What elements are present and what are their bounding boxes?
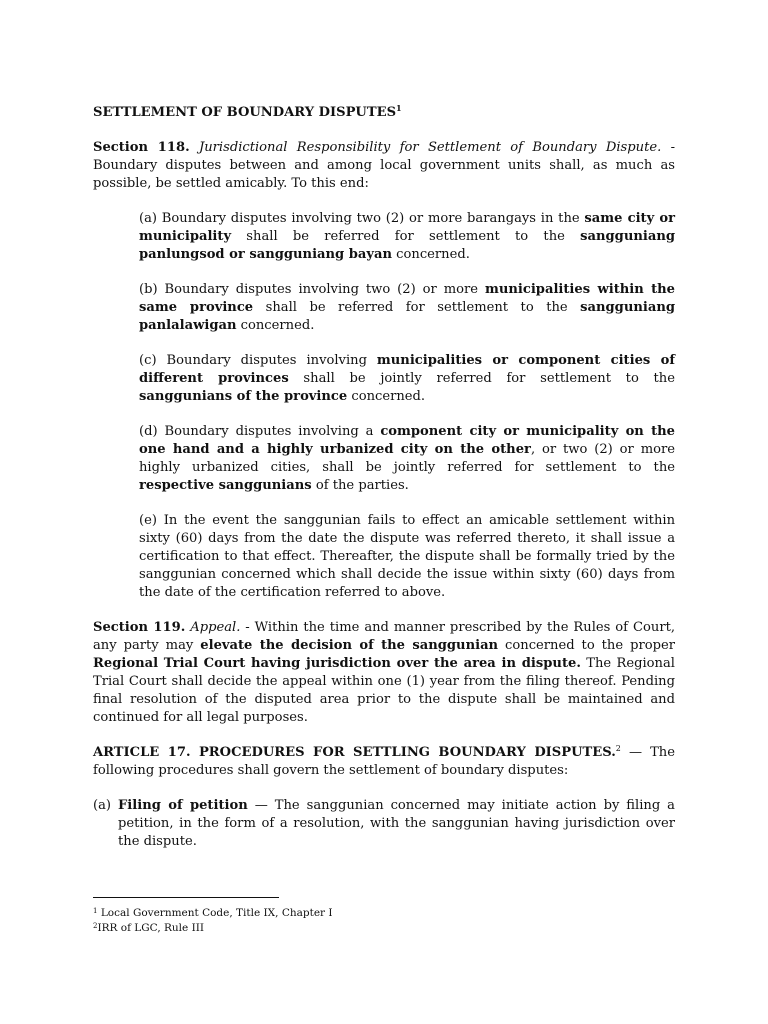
article-17-item-a: (a) Filing of petition — The sanggunian concerned may initiate action by filing a petition, in the form of a resolution, with the sanggunian having jurisdiction over the dispute.	[93, 798, 675, 849]
section-119-label: Section 119.	[93, 620, 186, 635]
footnote-ref-2[interactable]: 2	[615, 744, 621, 753]
section-118-item-c: (c) Boundary disputes involving municipalities or component cities of different provinces shall be jointly referred for settlement to the sanggunians of the province concerned.	[139, 353, 675, 404]
footnote-ref-1[interactable]: 1	[396, 103, 402, 113]
section-118-label: Section 118.	[93, 140, 190, 155]
section-118-heading: Jurisdictional Responsibility for Settlement of Boundary Dispute.	[198, 140, 662, 155]
document-title: SETTLEMENT OF BOUNDARY DISPUTES$^1$	[93, 103, 402, 120]
section-118-item-d: (d) Boundary disputes involving a component city or municipality on the one hand and a highly urbanized city on the other, or two (2) or more highly urbanized cities, shall be jointly referred for settlement to the respective sanggunians of the parties.	[139, 424, 676, 493]
section-119: Section 119. Appeal. - Within the time and manner prescribed by the Rules of Court, any party may elevate the decision of the sanggunian concerned to the proper Regional Trial Court having jurisdiction over the area in dispute. The Regional Trial Court shall decide the appeal within one (1) year from the filing thereof. Pending final resolution of the disputed area prior to the dispute shall be maintained and continued for all legal purposes.	[93, 620, 675, 725]
footnotes	[93, 906, 493, 936]
footnote-1: $^1$ Local Government Code, Title IX, Chapter I	[93, 907, 333, 919]
section-118-item-a: (a) Boundary disputes involving two (2) or more barangays in the same city or municipality shall be referred for settlement to the sangguniang panlungsod or sangguniang bayan concerned.	[139, 211, 675, 262]
section-119-heading: Appeal.	[190, 620, 241, 635]
article-17-heading: ARTICLE 17. PROCEDURES FOR SETTLING BOUNDARY DISPUTES.	[93, 745, 616, 760]
filing-of-petition-label: Filing of petition	[117, 798, 248, 813]
document-body	[93, 104, 675, 868]
section-118-item-b: (b) Boundary disputes involving two (2) or more municipalities within the same province shall be referred for settlement to the sangguniang panlalawigan concerned.	[139, 282, 675, 333]
footnote-2: $^2$IRR of LGC, Rule III	[93, 922, 205, 934]
article-17: ARTICLE 17. PROCEDURES FOR SETTLING BOUNDARY DISPUTES.$^2$ — The following procedures shall govern the settlement of boundary disputes:	[93, 744, 675, 778]
footnote-divider	[93, 897, 279, 898]
section-118-intro: Section 118. Jurisdictional Responsibility for Settlement of Boundary Dispute. - Boundary disputes between and among local government units shall, as much as possible, be settled amicably. To this end:	[93, 140, 676, 191]
section-118-item-e: (e) In the event the sanggunian fails to effect an amicable settlement within sixty (60) days from the date the dispute was referred thereto, it shall issue a certification to that effect. Thereafter, the dispute shall be formally tried by the sanggunian concerned which shall decide the issue within sixty (60) days from the date of the certification referred to above.	[139, 513, 675, 600]
